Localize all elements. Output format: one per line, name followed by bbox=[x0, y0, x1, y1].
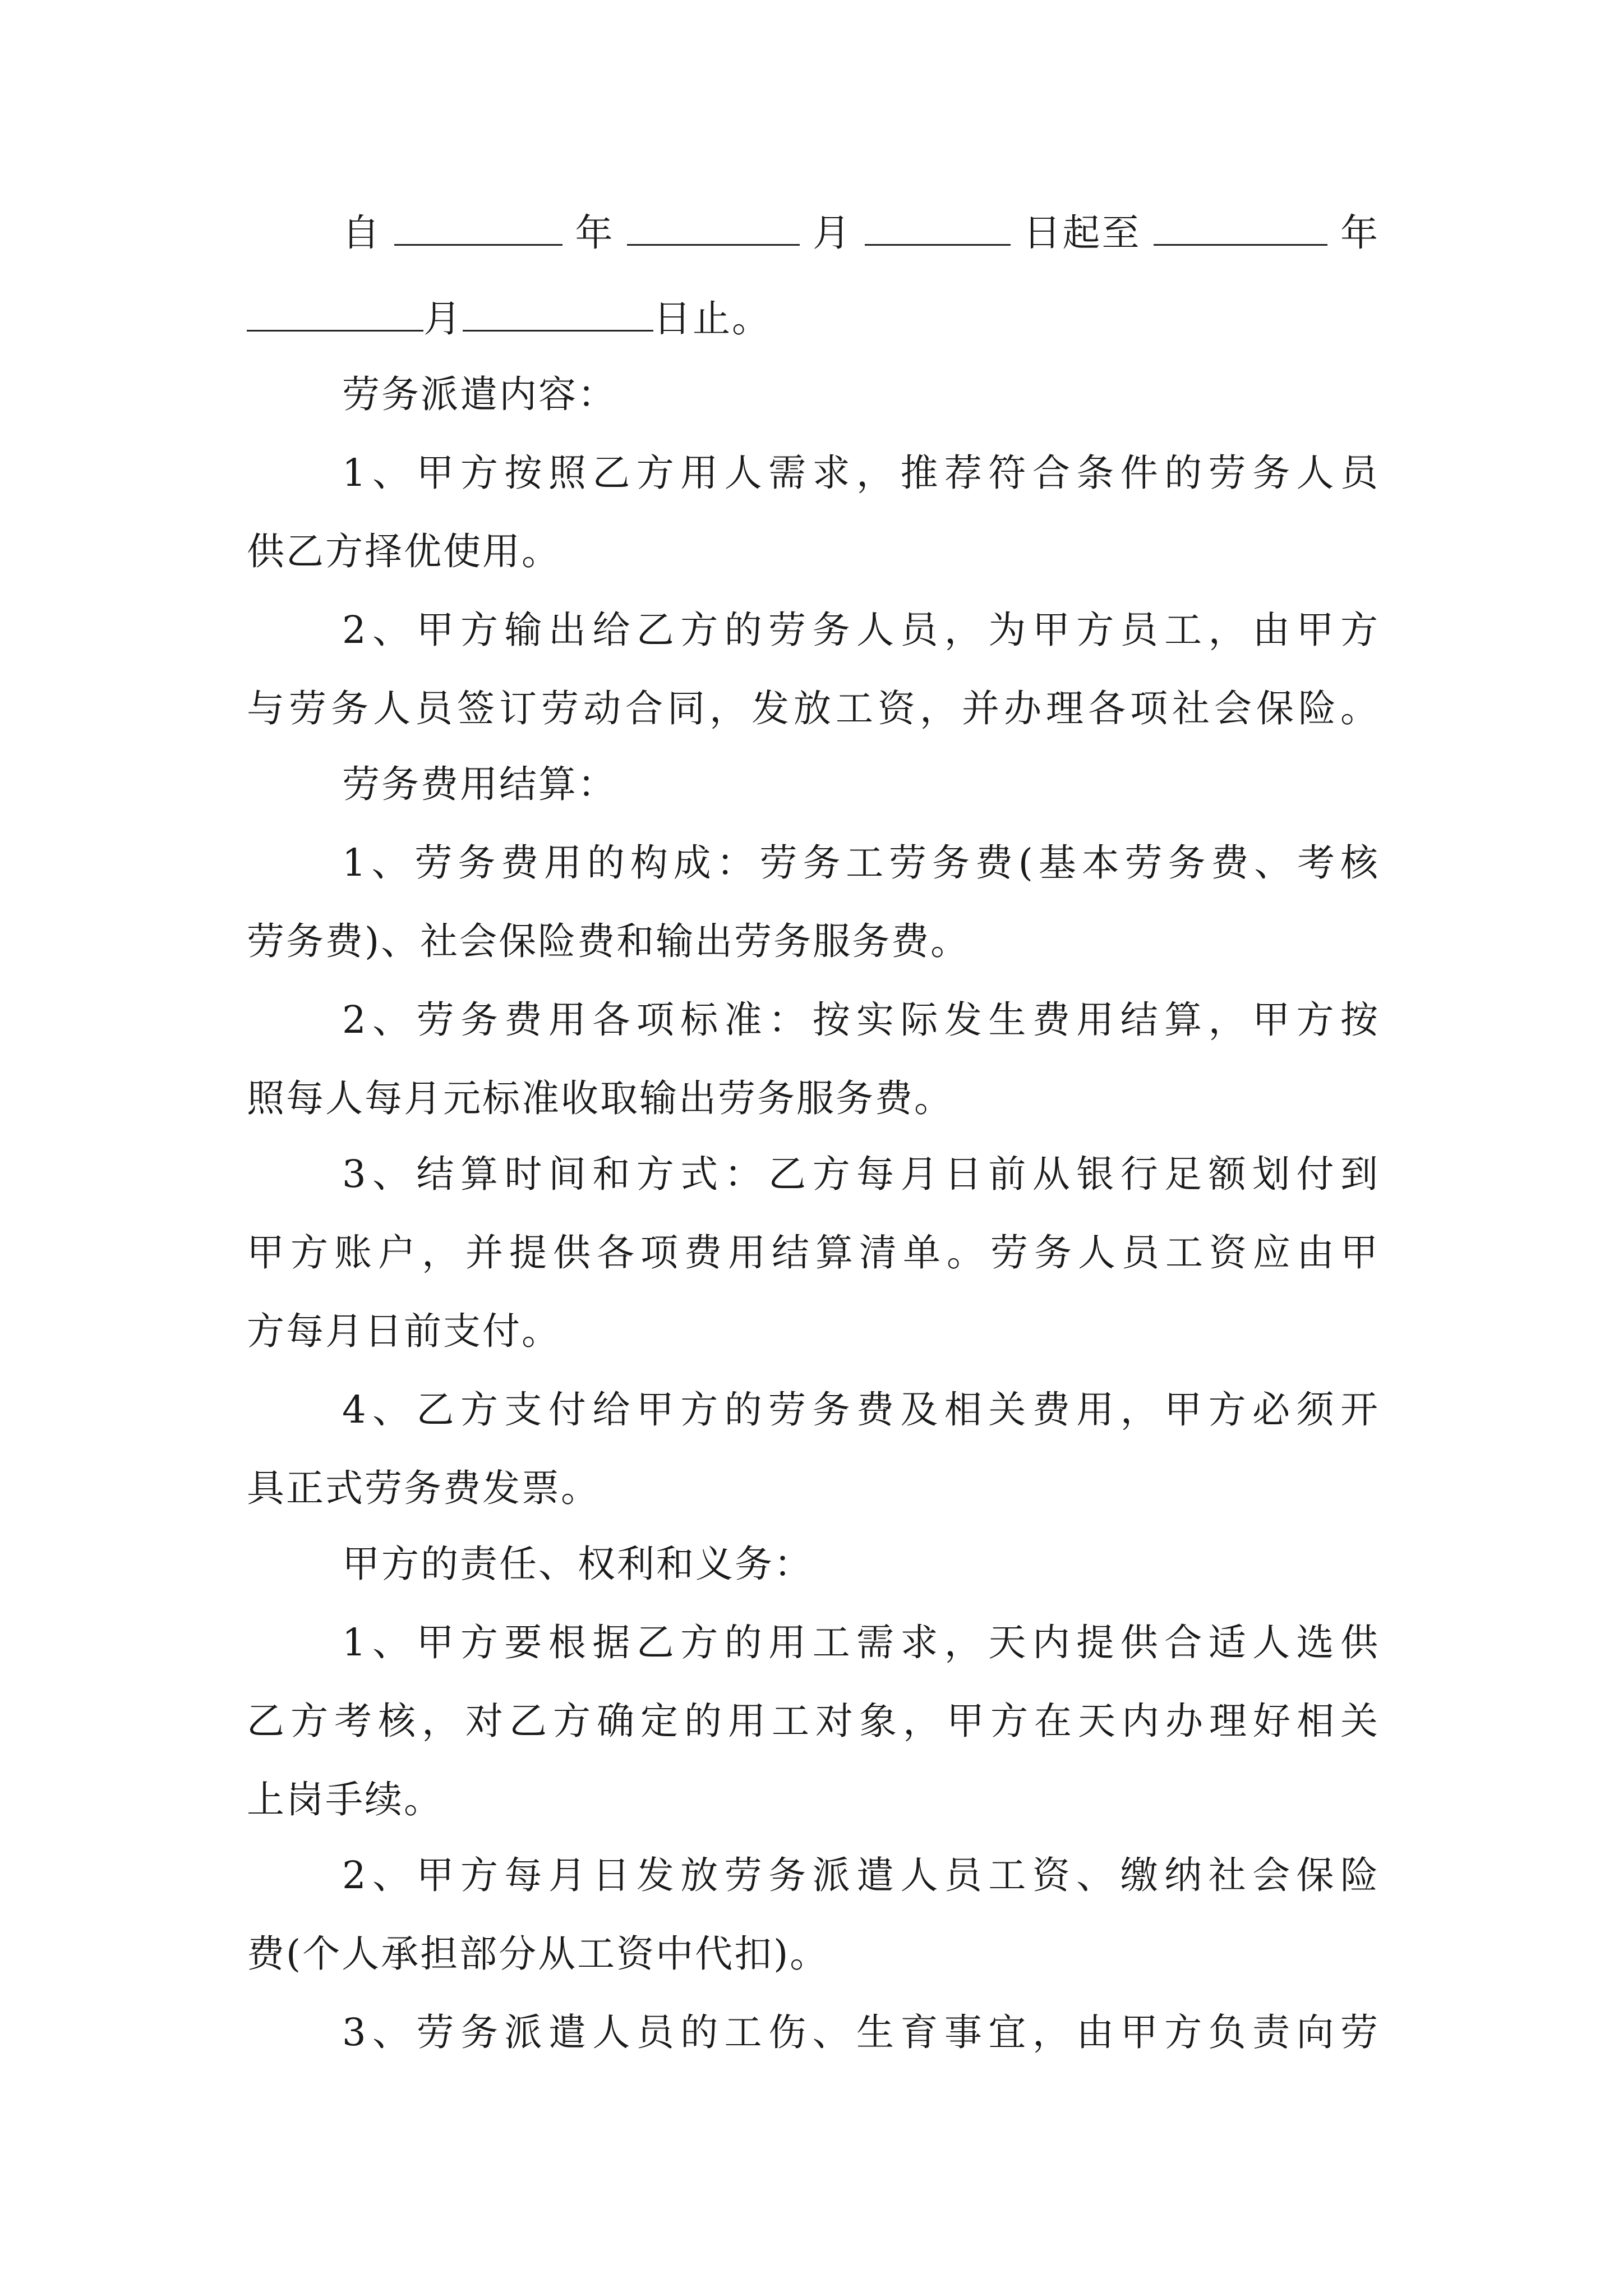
blank-field-start-month[interactable] bbox=[627, 211, 800, 246]
section-heading-fee-settlement: 劳务费用结算： bbox=[342, 762, 617, 806]
paragraph-line: 3、结算时间和方式：乙方每月日前从银行足额划付到 bbox=[342, 1152, 1380, 1196]
blank-field-start-day[interactable] bbox=[865, 211, 1011, 246]
paragraph-line: 1、劳务费用的构成：劳务工劳务费(基本劳务费、考核 bbox=[342, 841, 1380, 885]
paragraph-line: 上岗手续。 bbox=[247, 1778, 443, 1821]
section-heading-party-a-duties: 甲方的责任、权利和义务： bbox=[342, 1542, 813, 1586]
paragraph-line: 照每人每月元标准收取输出劳务服务费。 bbox=[247, 1076, 953, 1120]
paragraph-line: 4、乙方支付给甲方的劳务费及相关费用，甲方必须开 bbox=[342, 1388, 1380, 1432]
date-text-month-2: 月 bbox=[423, 297, 463, 341]
blank-field-end-day[interactable] bbox=[463, 297, 653, 332]
paragraph-line: 3、劳务派遣人员的工伤、生育事宜，由甲方负责向劳 bbox=[342, 2010, 1380, 2054]
paragraph-line: 费(个人承担部分从工资中代扣)。 bbox=[247, 1932, 829, 1976]
paragraph-line: 1、甲方要根据乙方的用工需求，天内提供合适人选供 bbox=[342, 1621, 1380, 1664]
date-clause-line-2 bbox=[247, 296, 1380, 341]
paragraph-line: 2、劳务费用各项标准：按实际发生费用结算，甲方按 bbox=[342, 998, 1380, 1042]
date-text-year: 年 bbox=[575, 211, 615, 255]
blank-field-start-year[interactable] bbox=[394, 211, 562, 246]
paragraph-line: 供乙方择优使用。 bbox=[247, 530, 561, 573]
date-text-day-until: 日起至 bbox=[1023, 211, 1141, 255]
paragraph-line: 劳务费)、社会保险费和输出劳务服务费。 bbox=[247, 919, 970, 963]
blank-field-end-year[interactable] bbox=[1154, 211, 1327, 246]
paragraph-line: 具正式劳务费发票。 bbox=[247, 1466, 600, 1510]
paragraph-line: 甲方账户，并提供各项费用结算清单。劳务人员工资应由甲 bbox=[247, 1231, 1380, 1274]
date-clause-line-1 bbox=[342, 210, 1380, 255]
date-text-year-2: 年 bbox=[1340, 211, 1380, 255]
document-page bbox=[247, 0, 1380, 2296]
paragraph-line: 乙方考核，对乙方确定的用工对象，甲方在天内办理好相关 bbox=[247, 1699, 1380, 1743]
date-text-end: 日止。 bbox=[653, 297, 771, 341]
paragraph-line: 1、甲方按照乙方用人需求，推荐符合条件的劳务人员 bbox=[342, 451, 1380, 495]
paragraph-line: 与劳务人员签订劳动合同，发放工资，并办理各项社会保险。 bbox=[247, 687, 1380, 730]
paragraph-line: 2、甲方每月日发放劳务派遣人员工资、缴纳社会保险 bbox=[342, 1853, 1380, 1897]
date-text-month: 月 bbox=[813, 211, 852, 255]
paragraph-line: 方每月日前支付。 bbox=[247, 1309, 561, 1353]
blank-field-end-month[interactable] bbox=[247, 297, 423, 332]
date-text-from: 自 bbox=[342, 211, 381, 255]
paragraph-line: 2、甲方输出给乙方的劳务人员，为甲方员工，由甲方 bbox=[342, 608, 1380, 652]
section-heading-dispatch-content: 劳务派遣内容： bbox=[342, 372, 617, 416]
